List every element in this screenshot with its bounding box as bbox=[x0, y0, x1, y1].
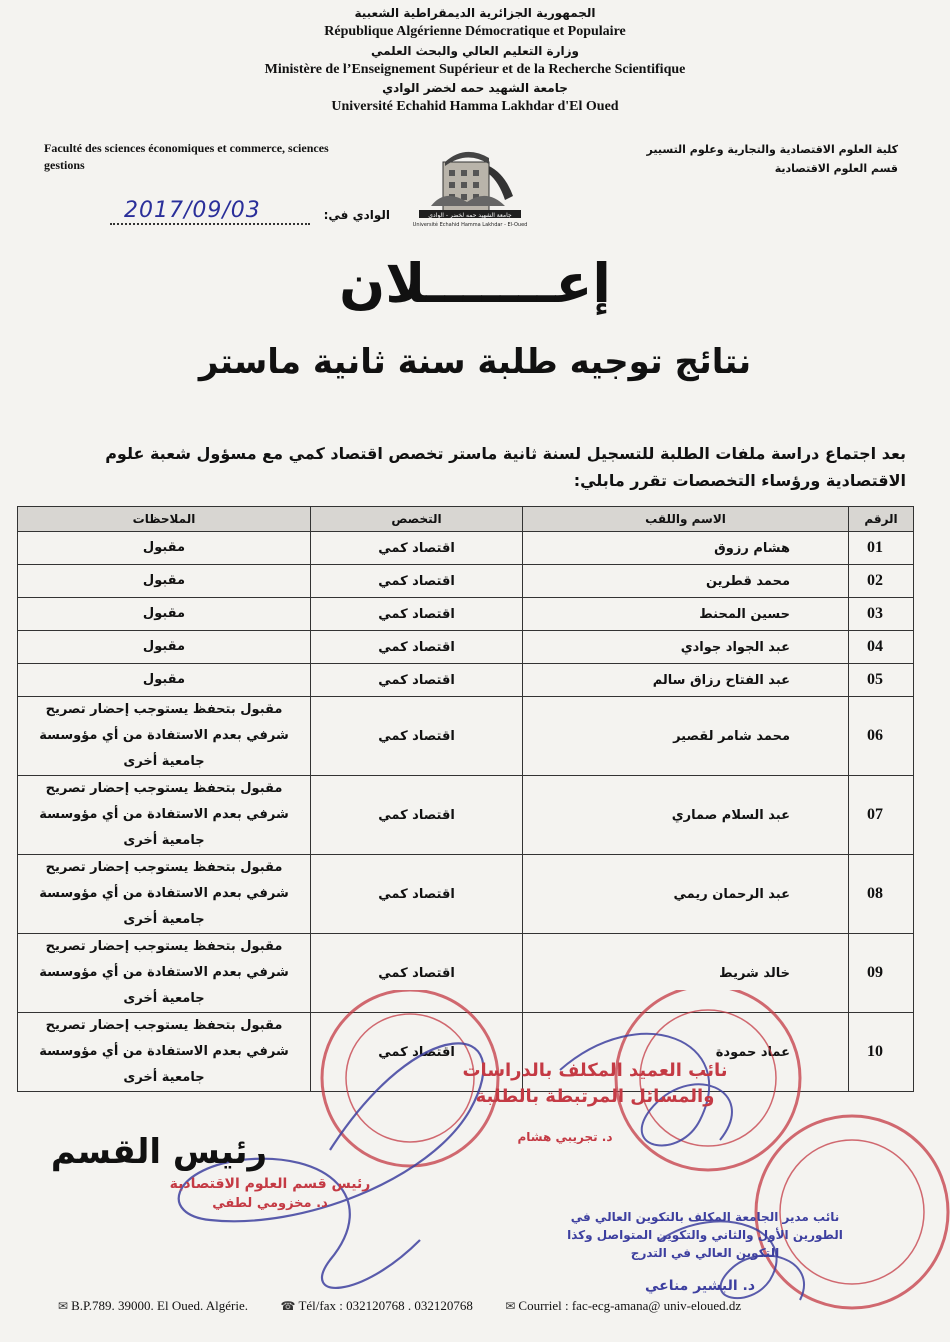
student-name: عبد الجواد جوادي bbox=[523, 631, 849, 664]
student-name: محمد شامر لقصير bbox=[523, 697, 849, 776]
table-row bbox=[18, 532, 914, 565]
row-number: 02 bbox=[849, 565, 914, 598]
student-name: عبد الفتاح رزاق سالم bbox=[523, 664, 849, 697]
table-row bbox=[18, 598, 914, 631]
row-number: 01 bbox=[849, 532, 914, 565]
results-table bbox=[17, 506, 914, 1092]
announcement-subtitle: نتائج توجيه طلبة سنة ثانية ماستر bbox=[198, 342, 752, 382]
department-ar: قسم العلوم الاقتصادية bbox=[774, 162, 898, 175]
ministry-fr: Ministère de l’Enseignement Supérieur et de la Recherche Scientifique bbox=[264, 62, 686, 77]
student-name: حسين المحنط bbox=[523, 598, 849, 631]
row-number: 09 bbox=[849, 934, 914, 1013]
footer-phone: Tél/fax : 032120768 . 032120768 bbox=[298, 1298, 473, 1313]
announcement-title: إعـــــــلان bbox=[339, 252, 611, 315]
specialty: اقتصاد كمي bbox=[311, 532, 523, 565]
footer-email: Courriel : fac-ecg-amana@ univ-eloued.dz bbox=[518, 1298, 742, 1313]
table-row bbox=[18, 934, 914, 1013]
mail-icon: ✉ bbox=[58, 1299, 69, 1313]
table-row bbox=[18, 565, 914, 598]
specialty: اقتصاد كمي bbox=[311, 776, 523, 855]
note: مقبول بتحفظ يستوجب إحضار تصريح شرفي بعدم الاستفادة من أي مؤوسسة جامعية أخرى bbox=[18, 776, 311, 855]
faculty-name-ar bbox=[578, 140, 898, 178]
handwritten-date: 2017/09/03 bbox=[124, 198, 261, 223]
vice-dean-name: د. تجريبي هشام bbox=[517, 1130, 613, 1144]
student-name: عماد حمودة bbox=[523, 1013, 849, 1092]
student-name: عبد الرحمان ريمي bbox=[523, 855, 849, 934]
vice-dean-stamp-text: نائب العميد المكلف بالدراسات والمسائل المرتبطة بالطلبة bbox=[462, 1060, 728, 1107]
department-head-title: رئيس القسم bbox=[50, 1132, 268, 1172]
department-head-stamp: رئيس قسم العلوم الاقتصادية bbox=[169, 1176, 371, 1192]
vice-rector-stamp-text: نائب مدير الجامعة المكلف بالتكوين العالي في الطورين الأول والثاني والتكوين المتواصل وكذا التكوين العالي في التدرج bbox=[567, 1210, 843, 1260]
ministry-ar: وزارة التعليم العالي والبحث العلمي bbox=[370, 44, 580, 58]
student-name: خالد شريط bbox=[523, 934, 849, 1013]
table-row bbox=[18, 776, 914, 855]
vice-rector-name: د. البشير مناعي bbox=[644, 1278, 756, 1294]
specialty: اقتصاد كمي bbox=[311, 1013, 523, 1092]
note: مقبول bbox=[18, 598, 311, 631]
row-number: 07 bbox=[849, 776, 914, 855]
svg-text:Université Echahid Hamma Lakhd: Université Echahid Hamma Lakhdar - El-Oued bbox=[412, 222, 528, 228]
university-ar: جامعة الشهيد حمه لخضر الوادي bbox=[382, 81, 568, 95]
note: مقبول بتحفظ يستوجب إحضار تصريح شرفي بعدم الاستفادة من أي مؤوسسة جامعية أخرى bbox=[18, 1013, 311, 1092]
specialty: اقتصاد كمي bbox=[311, 855, 523, 934]
row-number: 08 bbox=[849, 855, 914, 934]
email-icon: ✉ bbox=[505, 1299, 516, 1313]
note: مقبول بتحفظ يستوجب إحضار تصريح شرفي بعدم الاستفادة من أي مؤوسسة جامعية أخرى bbox=[18, 697, 311, 776]
republic-fr: République Algérienne Démocratique et Populaire bbox=[324, 24, 626, 39]
table-header-row bbox=[18, 507, 914, 532]
university-logo-icon bbox=[405, 140, 535, 232]
table-row bbox=[18, 664, 914, 697]
col-specialty-header: التخصص bbox=[311, 507, 523, 532]
row-number: 04 bbox=[849, 631, 914, 664]
table-row bbox=[18, 855, 914, 934]
note: مقبول بتحفظ يستوجب إحضار تصريح شرفي بعدم الاستفادة من أي مؤوسسة جامعية أخرى bbox=[18, 934, 311, 1013]
date-line bbox=[110, 196, 390, 230]
row-number: 03 bbox=[849, 598, 914, 631]
student-name: هشام رزوق bbox=[523, 532, 849, 565]
col-notes-header: الملاحظات bbox=[18, 507, 311, 532]
row-number: 10 bbox=[849, 1013, 914, 1092]
student-name: عبد السلام صماري bbox=[523, 776, 849, 855]
specialty: اقتصاد كمي bbox=[311, 631, 523, 664]
row-number: 05 bbox=[849, 664, 914, 697]
faculty-ar-line1: كلية العلوم الاقتصادية والتجارية وعلوم التسيير bbox=[646, 143, 898, 156]
intro-paragraph: بعد اجتماع دراسة ملفات الطلبة للتسجيل لسنة ثانية ماستر تخصص اقتصاد كمي مع مسؤول شعبة علوم الاقتصادية ورؤساء التخصصات تقرر مابلي: bbox=[105, 444, 906, 490]
note: مقبول bbox=[18, 565, 311, 598]
note: مقبول bbox=[18, 664, 311, 697]
svg-text:جامعة الشهيد حمه لخضر - الوادي: جامعة الشهيد حمه لخضر - الوادي bbox=[428, 212, 512, 219]
department-head-name: د. مخزومي لطفي bbox=[212, 1196, 328, 1211]
table-row bbox=[18, 631, 914, 664]
republic-ar: الجمهورية الجزائرية الديمقراطية الشعبية bbox=[354, 6, 596, 20]
specialty: اقتصاد كمي bbox=[311, 565, 523, 598]
note: مقبول bbox=[18, 631, 311, 664]
specialty: اقتصاد كمي bbox=[311, 697, 523, 776]
specialty: اقتصاد كمي bbox=[311, 598, 523, 631]
phone-icon: ☎ bbox=[280, 1299, 296, 1313]
faculty-fr-line1: Faculté des sciences économiques et commerce, sciences bbox=[44, 141, 329, 155]
table-row bbox=[18, 697, 914, 776]
specialty: اقتصاد كمي bbox=[311, 934, 523, 1013]
note: مقبول بتحفظ يستوجب إحضار تصريح شرفي بعدم الاستفادة من أي مؤوسسة جامعية أخرى bbox=[18, 855, 311, 934]
date-label: الوادي في: bbox=[323, 208, 390, 222]
specialty: اقتصاد كمي bbox=[311, 664, 523, 697]
note: مقبول bbox=[18, 532, 311, 565]
faculty-fr-line2: gestions bbox=[44, 158, 85, 172]
footer-address: B.P.789. 39000. El Oued. Algérie. bbox=[71, 1298, 248, 1313]
student-name: محمد قطرين bbox=[523, 565, 849, 598]
footer-contact bbox=[58, 1298, 918, 1314]
university-fr: Université Echahid Hamma Lakhdar d'El Oued bbox=[331, 99, 619, 114]
row-number: 06 bbox=[849, 697, 914, 776]
faculty-name-fr bbox=[44, 140, 404, 174]
col-number-header: الرقم bbox=[849, 507, 914, 532]
col-name-header: الاسم واللقب bbox=[523, 507, 849, 532]
